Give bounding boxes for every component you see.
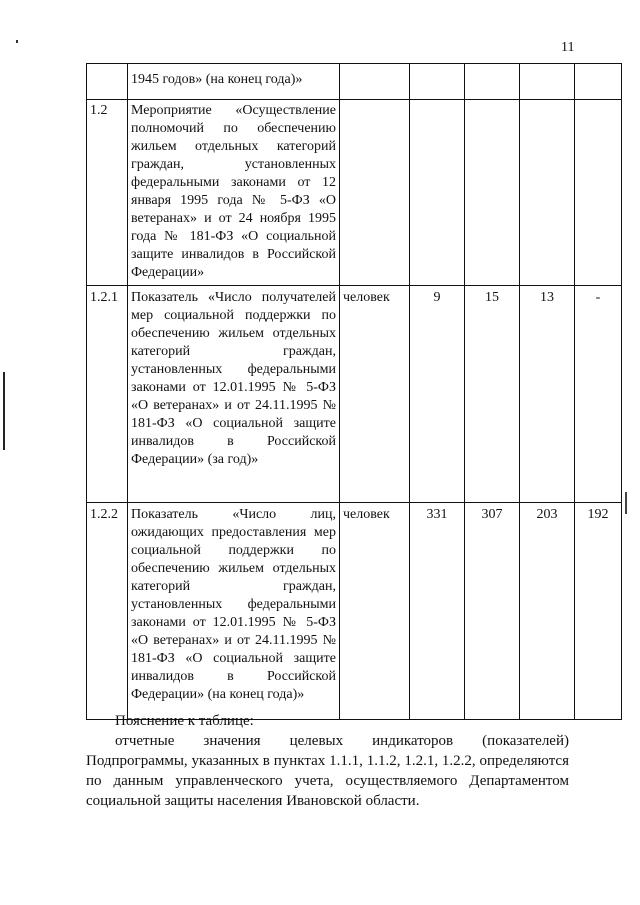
table-row bbox=[87, 64, 622, 100]
value-cell bbox=[575, 64, 622, 100]
note-body: отчетные значения целевых индикаторов (показателей) Подпрограммы, указанных в пунктах 1.1.1, 1.1.2, 1.2.1, 1.2.2, определяются по данным управленческого учета, осуществляемого Департаментом социальной защиты населения Ивановской области. bbox=[86, 733, 569, 809]
value-cell: 203 bbox=[520, 503, 575, 720]
indicator-name: Показатель «Число лиц, ожидающих предоставления мер социальной поддержки по обеспечению жильем отдельных категорий граждан, установленных федеральными законами от 12.01.1995 № 5-ФЗ «О ветеранах» и от 24.11.1995 № 181-ФЗ «О социальной защите инвалидов в Российской Федерации» (на конец года)» bbox=[128, 503, 340, 720]
value-cell bbox=[520, 64, 575, 100]
indicators-table bbox=[86, 63, 622, 720]
value-cell bbox=[575, 100, 622, 286]
row-number: 1.2 bbox=[87, 100, 128, 286]
unit-cell bbox=[340, 64, 410, 100]
indicator-name: Показатель «Число получателей мер социальной поддержки по обеспечению жильем отдельных категорий граждан, установленных федеральными законами от 12.01.1995 № 5-ФЗ «О ветеранах» и от 24.11.1995 № 181-ФЗ «О социальной защите инвалидов в Российской Федерации» (за год)» bbox=[128, 286, 340, 503]
indicator-name: 1945 годов» (на конец года)» bbox=[128, 64, 340, 100]
value-cell bbox=[410, 64, 465, 100]
row-number bbox=[87, 64, 128, 100]
value-cell: 15 bbox=[465, 286, 520, 503]
note-title: Пояснение к таблице: bbox=[115, 713, 254, 729]
value-cell bbox=[465, 100, 520, 286]
value-cell: 9 bbox=[410, 286, 465, 503]
table-row bbox=[87, 286, 622, 503]
value-cell: 331 bbox=[410, 503, 465, 720]
table-row bbox=[87, 100, 622, 286]
row-number: 1.2.1 bbox=[87, 286, 128, 503]
scan-margin-line bbox=[3, 372, 5, 450]
page-number: 11 bbox=[561, 40, 575, 55]
unit-cell bbox=[340, 100, 410, 286]
value-cell: - bbox=[575, 286, 622, 503]
value-cell: 13 bbox=[520, 286, 575, 503]
unit-cell: человек bbox=[340, 503, 410, 720]
value-cell: 192 bbox=[575, 503, 622, 720]
unit-cell: человек bbox=[340, 286, 410, 503]
value-cell: 307 bbox=[465, 503, 520, 720]
table-row bbox=[87, 503, 622, 720]
scan-speck bbox=[16, 40, 18, 43]
value-cell bbox=[520, 100, 575, 286]
row-number: 1.2.2 bbox=[87, 503, 128, 720]
scan-margin-line bbox=[625, 492, 627, 514]
value-cell bbox=[410, 100, 465, 286]
indicator-name: Мероприятие «Осуществление полномочий по обеспечению жильем отдельных категорий граждан, установленных федеральными законами от 12 января 1995 года № 5-ФЗ «О ветеранах» и от 24 ноября 1995 года № 181-ФЗ «О социальной защите инвалидов в Российской Федерации» bbox=[128, 100, 340, 286]
value-cell bbox=[465, 64, 520, 100]
